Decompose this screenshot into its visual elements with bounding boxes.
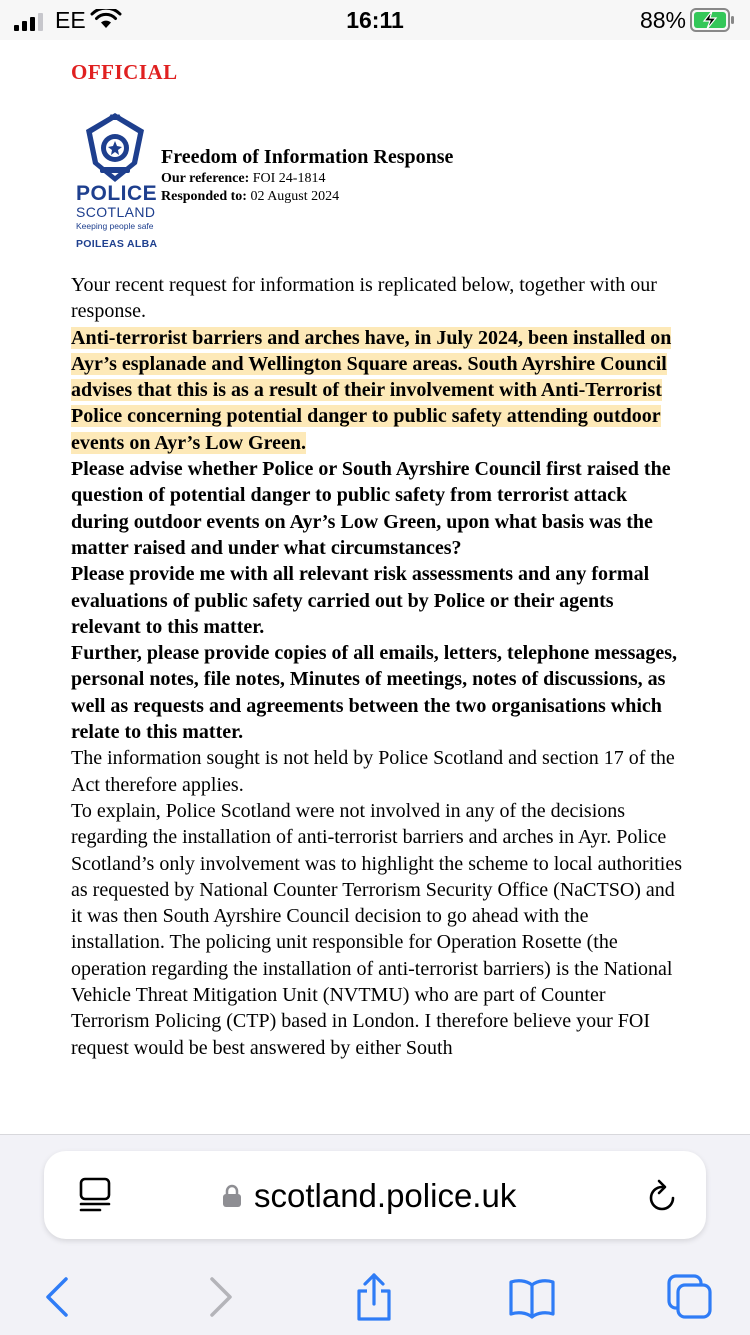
status-clock: 16:11 <box>346 7 404 33</box>
logo-scotland-text: SCOTLAND <box>76 204 156 220</box>
reload-icon[interactable] <box>646 1179 678 1213</box>
document-viewer[interactable] <box>0 40 750 1134</box>
carrier-name: EE <box>55 7 86 33</box>
battery-charging-icon <box>690 7 736 33</box>
police-crest-icon <box>82 112 148 184</box>
responded-value: 02 August 2024 <box>250 189 340 204</box>
browser-toolbar <box>0 1134 750 1335</box>
response-paragraph-1: The information sought is not held by Police Scotland and section 17 of the Act therefore applies. <box>71 747 675 796</box>
responded-line <box>161 189 339 205</box>
url-text[interactable]: scotland.police.uk <box>254 1177 517 1214</box>
classification-label: OFFICIAL <box>71 60 178 84</box>
share-button[interactable] <box>350 1273 398 1321</box>
document-body <box>71 272 683 1061</box>
police-scotland-logo <box>74 112 158 252</box>
logo-tagline: Keeping people safe <box>76 221 154 231</box>
request-question-2: Please provide me with all relevant risk assessments and any formal evaluations of public safety carried out by Police or their agents relevant to this matter. <box>71 563 650 638</box>
tabs-button[interactable] <box>666 1273 714 1321</box>
forward-button[interactable] <box>196 1273 244 1321</box>
logo-gaelic-text: POILEAS ALBA <box>76 238 158 250</box>
bookmarks-button[interactable] <box>508 1273 556 1321</box>
page-menu-icon[interactable] <box>78 1177 112 1213</box>
address-bar[interactable] <box>44 1151 706 1239</box>
request-question-3: Further, please provide copies of all emails, letters, telephone messages, personal notes, file notes, Minutes of meetings, notes of discussions, as well as requests and agreements between the two organisations which relate to this matter. <box>71 642 678 744</box>
battery-percent: 88% <box>639 7 686 33</box>
reference-label: Our reference: <box>161 171 250 186</box>
lock-icon <box>222 1184 242 1208</box>
status-bar <box>0 0 750 40</box>
response-paragraph-2: To explain, Police Scotland were not involved in any of the decisions regarding the installation of anti-terrorist barriers and arches in Ayr. Police Scotland’s only involvement was to highlight the scheme to local authorities as requested by National Counter Terrorism Security Office (NaCTSO) and it was then South Ayrshire Council decision to go ahead with the installation. The policing unit responsible for Operation Rosette (the operation regarding the installation of anti-terrorist barriers) is the National Vehicle Threat Mitigation Unit (NVTMU) who are part of Counter Terrorism Policing (CTP) based in London. I therefore believe your FOI request would be best answered by either South <box>71 799 683 1059</box>
highlighted-request: Anti-terrorist barriers and arches have, in July 2024, been installed on Ayr’s esplanade and Wellington Square areas. South Ayrshire Council advises that this is as a result of their involvement with Anti-Terrorist Police concerning potential danger to public safety attending outdoor events on Ayr’s Low Green. <box>71 326 672 454</box>
logo-police-text: POLICE <box>76 182 158 205</box>
request-question-1: Please advise whether Police or South Ayrshire Council first raised the question of potential danger to public safety from terrorist attack during outdoor events on Ayr’s Low Green, upon what basis was the matter raised and under what circumstances? <box>71 458 671 559</box>
reference-value: FOI 24-1814 <box>252 171 326 186</box>
responded-label: Responded to: <box>161 189 247 204</box>
document-title: Freedom of Information Response <box>161 146 454 168</box>
intro-paragraph: Your recent request for information is replicated below, together with our response. <box>71 274 657 323</box>
back-button[interactable] <box>34 1273 82 1321</box>
reference-line <box>161 171 325 187</box>
